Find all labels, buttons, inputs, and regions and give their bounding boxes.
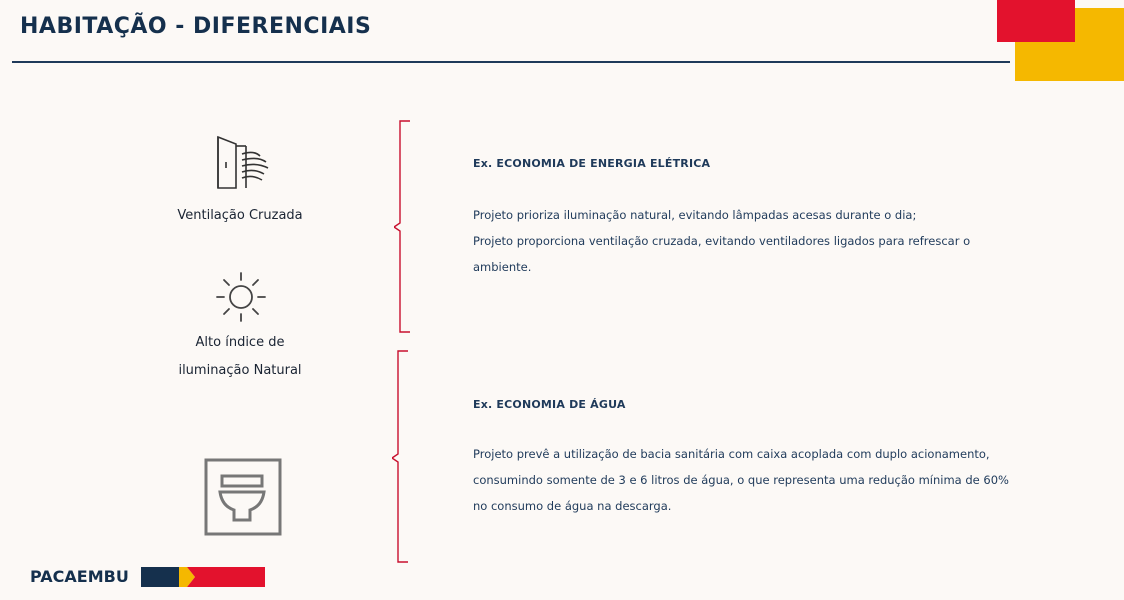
block-text-energy-line: ambiente.: [473, 260, 532, 274]
block-text-energy: [473, 202, 970, 280]
decorative-red-block: [997, 0, 1075, 42]
block-text-water: [473, 441, 1009, 519]
block-text-water-line: no consumo de água na descarga.: [473, 499, 672, 513]
feature-label-ventilation: Ventilação Cruzada: [177, 208, 303, 223]
block-text-water-line: consumindo somente de 3 e 6 litros de água, o que representa uma redução mínima de 60%: [473, 473, 1009, 487]
brand-logo-text: PACAEMBU: [30, 567, 129, 586]
feature-label-illumination-line-2: iluminação Natural: [178, 363, 302, 378]
block-text-energy-line: Projeto proporciona ventilação cruzada, evitando ventiladores ligados para refrescar o: [473, 234, 971, 248]
title-divider: [12, 61, 1010, 63]
bracket-energy: [394, 120, 412, 339]
block-text-water-line: Projeto prevê a utilização de bacia sanitária com caixa acoplada com duplo acionamento,: [473, 447, 990, 461]
block-text-energy-line: Projeto prioriza iluminação natural, evitando lâmpadas acesas durante o dia;: [473, 208, 917, 222]
brand-color-bar: [141, 567, 265, 592]
sun-icon: [214, 270, 268, 324]
block-heading-energy: Ex. ECONOMIA DE ENERGIA ELÉTRICA: [473, 157, 711, 170]
bracket-water: [392, 350, 410, 569]
feature-label-illumination-line-1: Alto índice de: [195, 335, 285, 350]
ventilation-window-icon: [212, 134, 272, 192]
page-title: HABITAÇÃO - DIFERENCIAIS: [20, 14, 372, 39]
feature-label-illumination: [140, 329, 340, 385]
block-heading-water: Ex. ECONOMIA DE ÁGUA: [473, 398, 626, 411]
toilet-icon: [204, 458, 282, 536]
